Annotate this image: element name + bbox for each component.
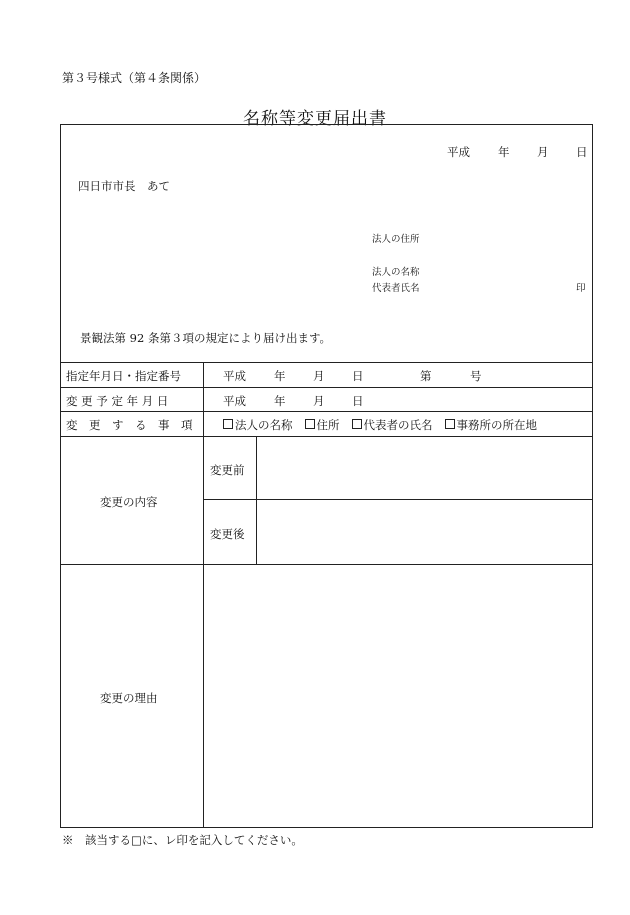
designation-era: 平成: [223, 369, 246, 383]
checkbox-address[interactable]: [305, 419, 315, 429]
option-address[interactable]: 住所: [305, 418, 340, 432]
planned-date-era: 平成: [223, 394, 246, 408]
after-field[interactable]: [257, 500, 592, 563]
items-options: [223, 417, 537, 433]
content-label: 変更の内容: [100, 495, 158, 509]
planned-date-year: 年: [274, 394, 286, 408]
option-corp-name[interactable]: 法人の名称: [223, 418, 293, 432]
designation-number-prefix: 第: [420, 369, 432, 383]
checkbox-office-location[interactable]: [445, 419, 455, 429]
reason-field[interactable]: [204, 565, 592, 827]
after-label: 変更後: [210, 527, 245, 541]
header-date-year: 年: [498, 145, 510, 159]
designation-label: 指定年月日・指定番号: [66, 369, 181, 383]
option-office-location[interactable]: 事務所の所在地: [445, 418, 538, 432]
addressee: 四日市市長 あて: [78, 179, 170, 193]
seal-label: 印: [576, 283, 586, 294]
footnote: ※ 該当する□に、レ印を記入してください。: [62, 833, 303, 847]
document-title: 名称等変更届出書: [243, 109, 387, 129]
corp-name-label: 法人の名称: [372, 267, 420, 278]
before-field[interactable]: [257, 437, 592, 499]
designation-month: 月: [313, 369, 325, 383]
form-number: 第３号様式（第４条関係）: [62, 71, 207, 85]
planned-date-day: 日: [352, 394, 364, 408]
items-label: 変 更 す る 事 項: [66, 418, 193, 432]
header-date-day: 日: [576, 145, 588, 159]
designation-year: 年: [274, 369, 286, 383]
planned-date-month: 月: [313, 394, 325, 408]
header-date-month: 月: [537, 145, 549, 159]
checkbox-corp-name[interactable]: [223, 419, 233, 429]
representative-label: 代表者氏名: [372, 283, 420, 294]
checkbox-representative[interactable]: [352, 419, 362, 429]
corp-address-label: 法人の住所: [372, 234, 420, 245]
reason-label: 変更の理由: [100, 691, 158, 705]
designation-day: 日: [352, 369, 364, 383]
designation-number-suffix: 号: [470, 369, 482, 383]
planned-date-label: 変 更 予 定 年 月 日: [66, 394, 169, 408]
statement: 景観法第 92 条第３項の規定により届け出ます。: [80, 331, 332, 345]
option-representative[interactable]: 代表者の氏名: [352, 418, 433, 432]
header-date-era: 平成: [447, 145, 470, 159]
before-label: 変更前: [210, 463, 245, 477]
